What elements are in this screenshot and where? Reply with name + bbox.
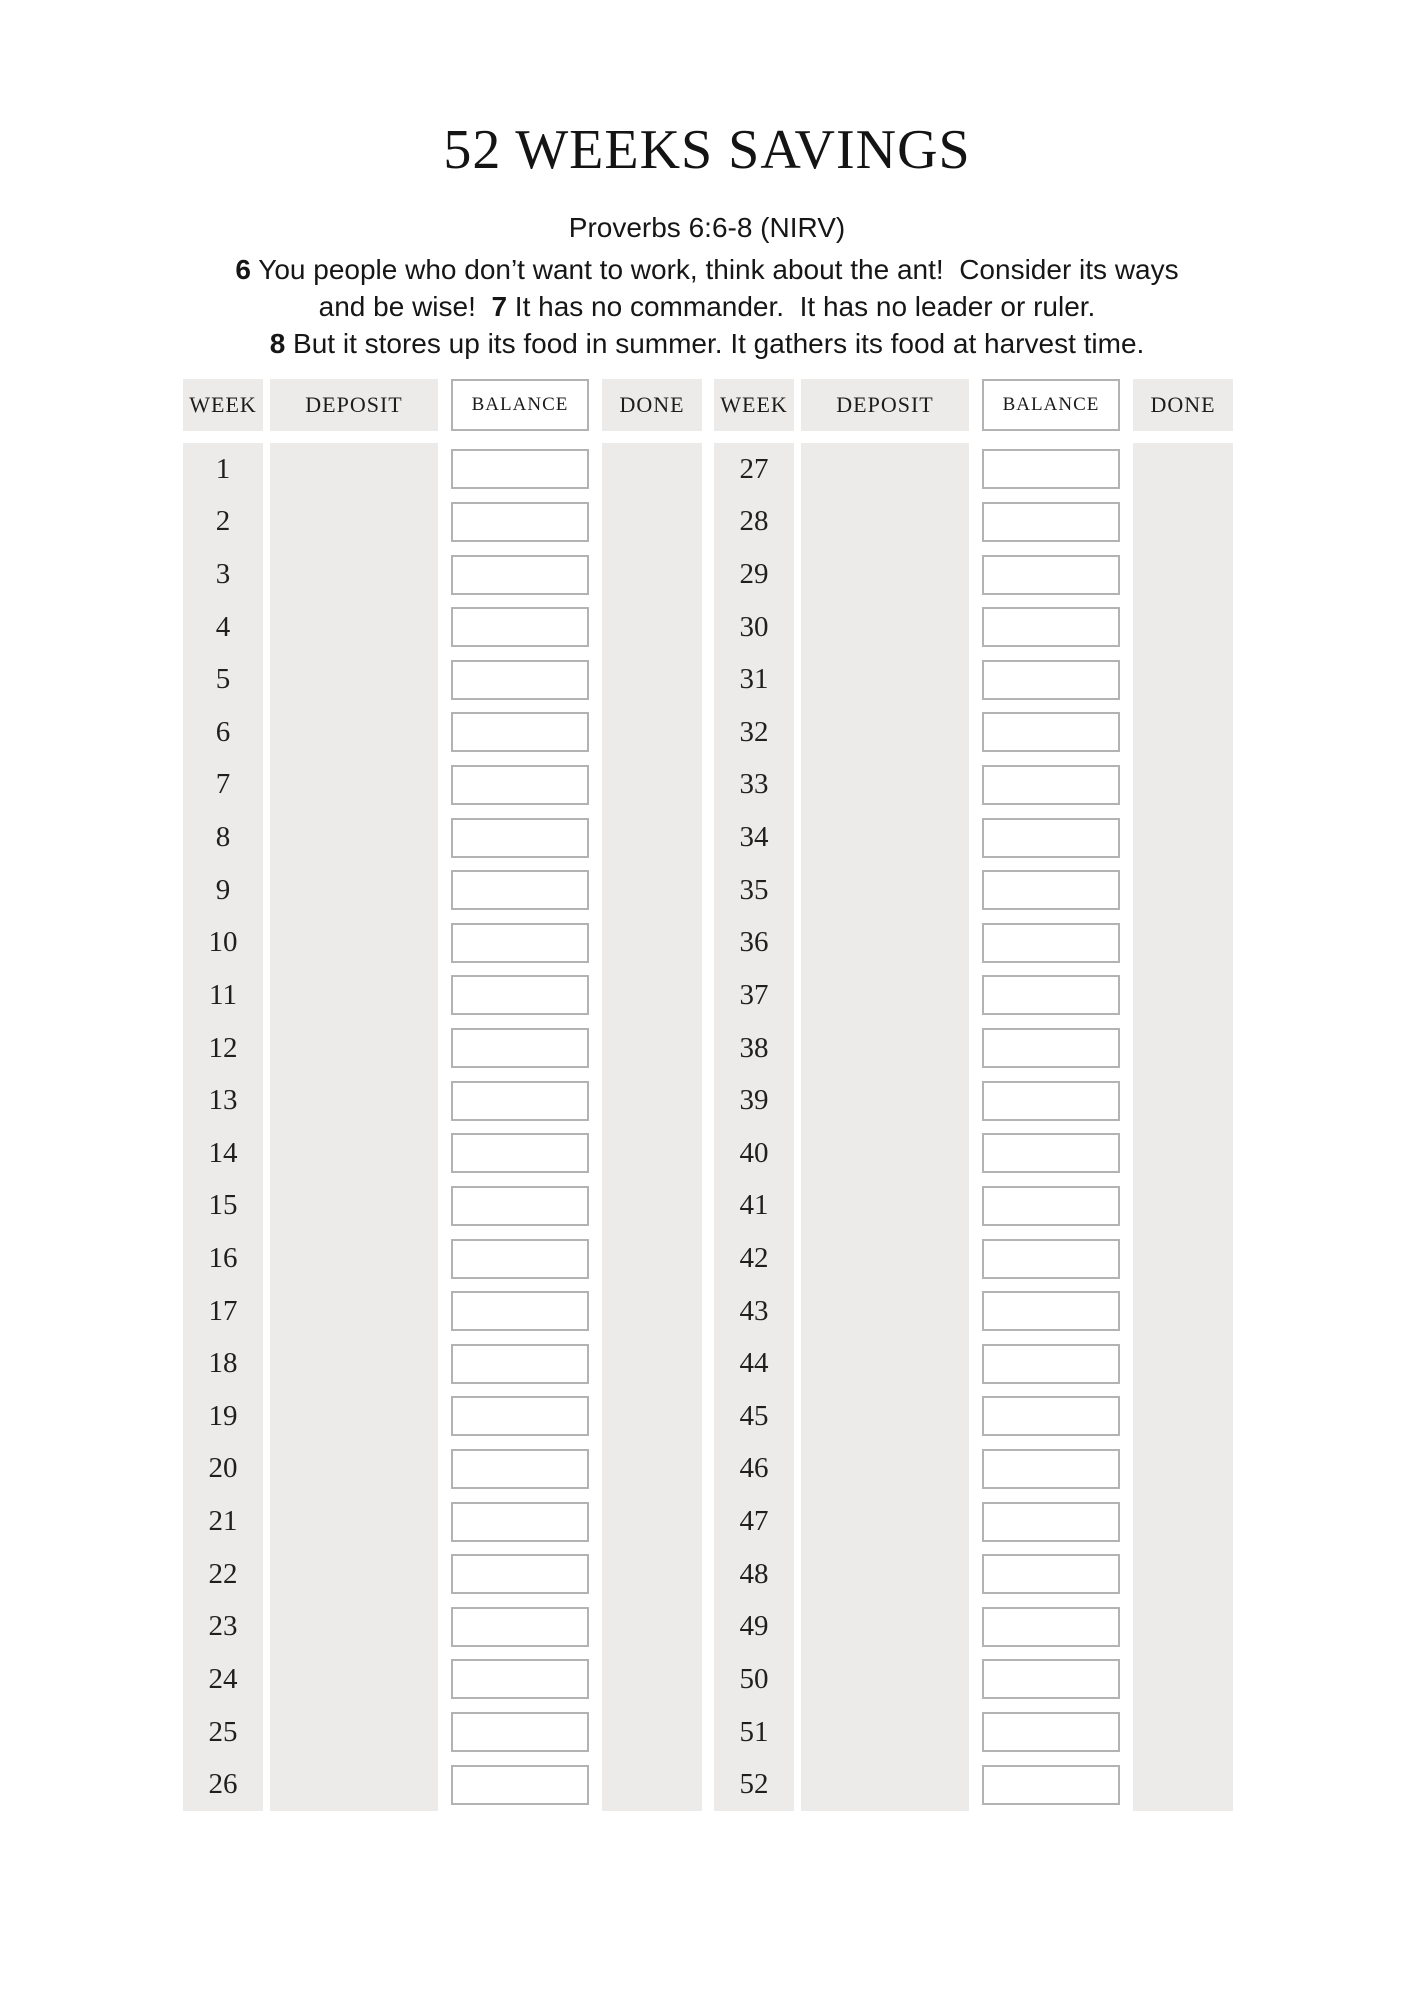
balance-input-week-42[interactable] <box>982 1239 1120 1279</box>
verse-line-2 <box>0 288 1414 325</box>
balance-column-right <box>976 379 1126 1811</box>
balance-cell <box>445 1127 595 1180</box>
balance-cell <box>976 1758 1126 1811</box>
week-number-9: 9 <box>215 873 231 906</box>
balance-cell <box>976 811 1126 864</box>
done-check-area[interactable] <box>1133 443 1233 1811</box>
balance-input-week-41[interactable] <box>982 1186 1120 1226</box>
week-number-14: 14 <box>208 1136 238 1169</box>
balance-cell <box>445 864 595 917</box>
balance-input-week-10[interactable] <box>451 923 589 963</box>
column-header-balance: BALANCE <box>982 379 1120 431</box>
balance-input-week-32[interactable] <box>982 712 1120 752</box>
week-number-35: 35 <box>739 873 769 906</box>
balance-input-week-22[interactable] <box>451 1554 589 1594</box>
balance-cell <box>976 1022 1126 1075</box>
week-number-4: 4 <box>215 610 231 643</box>
week-number-18: 18 <box>208 1347 238 1380</box>
balance-cell <box>445 1337 595 1390</box>
balance-input-week-26[interactable] <box>451 1765 589 1805</box>
verse-line-3 <box>0 325 1414 362</box>
week-number-50: 50 <box>739 1662 769 1695</box>
savings-table <box>183 379 1233 1811</box>
balance-cell <box>445 706 595 759</box>
week-number-22: 22 <box>208 1557 238 1590</box>
week-number-37: 37 <box>739 978 769 1011</box>
week-number-25: 25 <box>208 1715 238 1748</box>
week-number-8: 8 <box>215 821 231 854</box>
balance-input-week-39[interactable] <box>982 1081 1120 1121</box>
column-header-deposit: DEPOSIT <box>270 379 438 431</box>
verse-number: 6 <box>235 254 251 285</box>
week-number-43: 43 <box>739 1294 769 1327</box>
balance-input-week-33[interactable] <box>982 765 1120 805</box>
balance-cell <box>976 1601 1126 1654</box>
week-number-5: 5 <box>215 663 231 696</box>
balance-input-week-11[interactable] <box>451 975 589 1015</box>
balance-input-week-20[interactable] <box>451 1449 589 1489</box>
balance-cell <box>445 443 595 496</box>
balance-input-week-29[interactable] <box>982 555 1120 595</box>
week-number-39: 39 <box>739 1084 769 1117</box>
balance-cell <box>976 1180 1126 1233</box>
balance-cell <box>976 1390 1126 1443</box>
balance-cell <box>445 917 595 970</box>
balance-cell <box>976 1548 1126 1601</box>
table-right-half <box>714 379 1233 1811</box>
week-number-42: 42 <box>739 1242 769 1275</box>
verse-number: 7 <box>491 291 508 322</box>
week-number-41: 41 <box>739 1189 769 1222</box>
column-header-done: DONE <box>1133 379 1233 431</box>
balance-cell <box>445 1285 595 1338</box>
balance-input-week-31[interactable] <box>982 660 1120 700</box>
balance-input-week-5[interactable] <box>451 660 589 700</box>
balance-input-week-3[interactable] <box>451 555 589 595</box>
balance-cell <box>445 1232 595 1285</box>
done-column-right <box>1133 379 1233 1811</box>
week-number-48: 48 <box>739 1557 769 1590</box>
balance-cell <box>976 1127 1126 1180</box>
balance-cell <box>976 917 1126 970</box>
week-number-10: 10 <box>208 926 238 959</box>
balance-cell <box>976 1074 1126 1127</box>
balance-cell <box>976 706 1126 759</box>
balance-cell <box>445 1495 595 1548</box>
week-number-52: 52 <box>739 1768 769 1801</box>
done-column-left <box>602 379 702 1811</box>
balance-cell <box>445 1390 595 1443</box>
column-header-balance: BALANCE <box>451 379 589 431</box>
week-number-2: 2 <box>215 505 231 538</box>
balance-cell <box>976 601 1126 654</box>
balance-input-week-4[interactable] <box>451 607 589 647</box>
week-number-17: 17 <box>208 1294 238 1327</box>
week-number-24: 24 <box>208 1662 238 1695</box>
week-number-45: 45 <box>739 1399 769 1432</box>
balance-cell <box>976 1337 1126 1390</box>
balance-input-week-35[interactable] <box>982 870 1120 910</box>
verse-text-segment: and be wise! <box>318 291 492 322</box>
balance-input-week-12[interactable] <box>451 1028 589 1068</box>
balance-cell <box>445 1653 595 1706</box>
balance-cell <box>976 1285 1126 1338</box>
balance-cell <box>445 1180 595 1233</box>
week-number-47: 47 <box>739 1505 769 1538</box>
week-number-21: 21 <box>208 1505 238 1538</box>
verse-line-1 <box>0 251 1414 288</box>
balance-input-week-52[interactable] <box>982 1765 1120 1805</box>
verse-text-segment: It has no commander. It has no leader or ruler. <box>507 291 1096 322</box>
balance-cell <box>445 496 595 549</box>
balance-input-week-49[interactable] <box>982 1607 1120 1647</box>
balance-cell <box>976 1495 1126 1548</box>
week-number-list <box>183 443 263 1811</box>
verse-text-segment: You people who don’t want to work, think about the ant! Consider its ways <box>250 254 1179 285</box>
balance-input-week-28[interactable] <box>982 502 1120 542</box>
balance-input-week-16[interactable] <box>451 1239 589 1279</box>
balance-cell <box>445 548 595 601</box>
deposit-column-left <box>270 379 438 1811</box>
balance-input-week-30[interactable] <box>982 607 1120 647</box>
week-number-28: 28 <box>739 505 769 538</box>
balance-cell <box>445 1548 595 1601</box>
balance-cell <box>445 1706 595 1759</box>
column-header-week: WEEK <box>183 379 263 431</box>
balance-input-week-9[interactable] <box>451 870 589 910</box>
balance-cell <box>445 1601 595 1654</box>
week-number-list <box>714 443 794 1811</box>
verse-text-segment: But it stores up its food in summer. It gathers its food at harvest time. <box>285 328 1145 359</box>
scripture-text <box>0 251 1414 362</box>
balance-input-week-18[interactable] <box>451 1344 589 1384</box>
balance-input-week-14[interactable] <box>451 1133 589 1173</box>
week-number-33: 33 <box>739 768 769 801</box>
balance-cell <box>445 653 595 706</box>
week-number-6: 6 <box>215 715 231 748</box>
balance-input-week-45[interactable] <box>982 1396 1120 1436</box>
balance-cell <box>976 443 1126 496</box>
balance-cell <box>445 1074 595 1127</box>
balance-input-week-47[interactable] <box>982 1502 1120 1542</box>
balance-input-week-25[interactable] <box>451 1712 589 1752</box>
balance-cell <box>976 1232 1126 1285</box>
balance-input-week-23[interactable] <box>451 1607 589 1647</box>
week-number-44: 44 <box>739 1347 769 1380</box>
balance-input-week-1[interactable] <box>451 449 589 489</box>
balance-cell <box>976 1443 1126 1496</box>
column-header-done: DONE <box>602 379 702 431</box>
balance-cell <box>976 496 1126 549</box>
balance-input-week-2[interactable] <box>451 502 589 542</box>
week-number-11: 11 <box>209 978 237 1011</box>
week-number-40: 40 <box>739 1136 769 1169</box>
balance-input-week-13[interactable] <box>451 1081 589 1121</box>
week-number-1: 1 <box>215 452 231 485</box>
balance-input-week-37[interactable] <box>982 975 1120 1015</box>
balance-box-list <box>976 443 1126 1811</box>
balance-input-week-34[interactable] <box>982 818 1120 858</box>
balance-input-week-48[interactable] <box>982 1554 1120 1594</box>
balance-cell <box>976 969 1126 1022</box>
week-number-38: 38 <box>739 1031 769 1064</box>
balance-cell <box>445 1022 595 1075</box>
balance-input-week-21[interactable] <box>451 1502 589 1542</box>
balance-cell <box>976 759 1126 812</box>
week-number-51: 51 <box>739 1715 769 1748</box>
balance-input-week-36[interactable] <box>982 923 1120 963</box>
week-number-34: 34 <box>739 821 769 854</box>
done-check-area[interactable] <box>602 443 702 1811</box>
week-number-32: 32 <box>739 715 769 748</box>
deposit-write-area[interactable] <box>801 443 969 1811</box>
verse-number: 8 <box>269 328 286 359</box>
balance-column-left <box>445 379 595 1811</box>
balance-cell <box>976 864 1126 917</box>
balance-input-week-46[interactable] <box>982 1449 1120 1489</box>
balance-cell <box>445 811 595 864</box>
balance-input-week-24[interactable] <box>451 1659 589 1699</box>
week-number-15: 15 <box>208 1189 238 1222</box>
page-title: 52 WEEKS SAVINGS <box>443 119 971 181</box>
week-number-49: 49 <box>739 1610 769 1643</box>
week-number-19: 19 <box>208 1399 238 1432</box>
balance-input-week-51[interactable] <box>982 1712 1120 1752</box>
week-number-7: 7 <box>215 768 231 801</box>
balance-input-week-27[interactable] <box>982 449 1120 489</box>
balance-cell <box>976 1706 1126 1759</box>
balance-cell <box>445 759 595 812</box>
week-number-29: 29 <box>739 558 769 591</box>
week-column-left <box>183 379 263 1811</box>
balance-cell <box>976 653 1126 706</box>
balance-input-week-50[interactable] <box>982 1659 1120 1699</box>
week-number-16: 16 <box>208 1242 238 1275</box>
balance-input-week-7[interactable] <box>451 765 589 805</box>
column-header-deposit: DEPOSIT <box>801 379 969 431</box>
week-number-26: 26 <box>208 1768 238 1801</box>
deposit-write-area[interactable] <box>270 443 438 1811</box>
scripture-reference: Proverbs 6:6-8 (NIRV) <box>568 212 846 243</box>
balance-cell <box>445 1758 595 1811</box>
week-number-20: 20 <box>208 1452 238 1485</box>
balance-cell <box>976 548 1126 601</box>
balance-input-week-19[interactable] <box>451 1396 589 1436</box>
balance-box-list <box>445 443 595 1811</box>
balance-cell <box>445 969 595 1022</box>
week-number-36: 36 <box>739 926 769 959</box>
balance-input-week-43[interactable] <box>982 1291 1120 1331</box>
deposit-column-right <box>801 379 969 1811</box>
balance-input-week-40[interactable] <box>982 1133 1120 1173</box>
balance-input-week-38[interactable] <box>982 1028 1120 1068</box>
week-number-27: 27 <box>739 452 769 485</box>
balance-input-week-8[interactable] <box>451 818 589 858</box>
balance-cell <box>445 601 595 654</box>
week-number-46: 46 <box>739 1452 769 1485</box>
week-column-right <box>714 379 794 1811</box>
balance-cell <box>445 1443 595 1496</box>
balance-cell <box>976 1653 1126 1706</box>
week-number-13: 13 <box>208 1084 238 1117</box>
week-number-3: 3 <box>215 558 231 591</box>
week-number-12: 12 <box>208 1031 238 1064</box>
week-number-31: 31 <box>739 663 769 696</box>
week-number-23: 23 <box>208 1610 238 1643</box>
table-left-half <box>183 379 702 1811</box>
column-header-week: WEEK <box>714 379 794 431</box>
week-number-30: 30 <box>739 610 769 643</box>
balance-input-week-6[interactable] <box>451 712 589 752</box>
balance-input-week-17[interactable] <box>451 1291 589 1331</box>
balance-input-week-44[interactable] <box>982 1344 1120 1384</box>
balance-input-week-15[interactable] <box>451 1186 589 1226</box>
